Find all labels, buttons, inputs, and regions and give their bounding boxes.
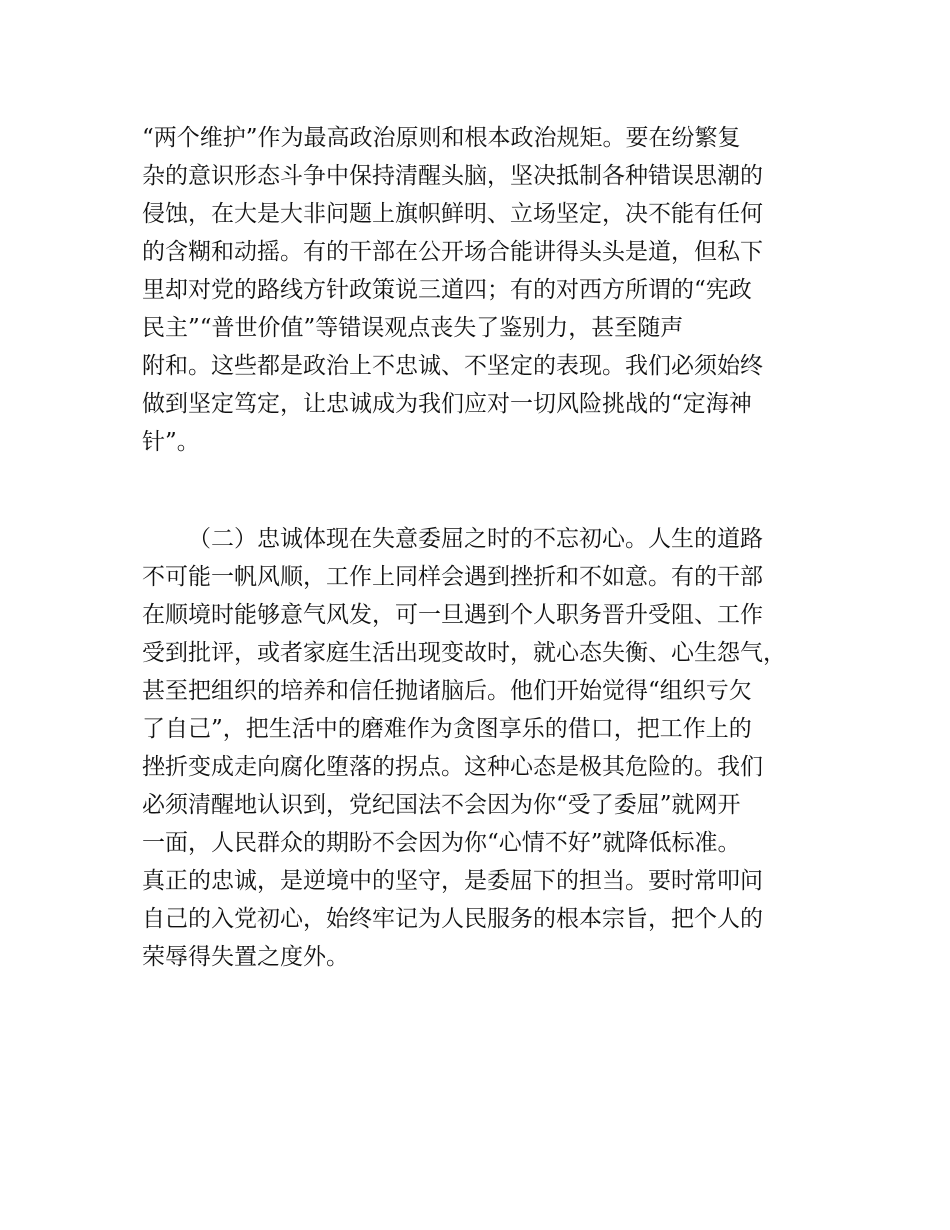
paragraph-line: 自己的入党初心，始终牢记为人民服务的根本宗旨，把个人的 xyxy=(142,906,763,932)
paragraph-line: 附和。这些都是政治上不忠诚、不坚定的表现。我们必须始终 xyxy=(142,353,763,379)
paragraph-line: 民主”“普世价值”等错误观点丧失了鉴别力，甚至随声 xyxy=(142,315,684,341)
paragraph-line: 真正的忠诚，是逆境中的坚守，是委屈下的担当。要时常叩问 xyxy=(142,868,763,894)
paragraph-line: 一面，人民群众的期盼不会因为你“心情不好”就降低标准。 xyxy=(142,830,741,856)
paragraph-line: 必须清醒地认识到，党纪国法不会因为你“受了委屈”就网开 xyxy=(142,792,741,818)
paragraph-line: 不可能一帆风顺，工作上同样会遇到挫折和不如意。有的干部 xyxy=(142,564,763,590)
paragraph-line: 做到坚定笃定，让忠诚成为我们应对一切风险挑战的“定海神 xyxy=(142,391,752,417)
paragraph-line: 里却对党的路线方针政策说三道四；有的对西方所谓的“宪政 xyxy=(142,277,752,303)
paragraph-2 xyxy=(142,520,822,976)
paragraph-heading-line: （二）忠诚体现在失意委屈之时的不忘初心。人生的道路 xyxy=(188,526,763,552)
paragraph-line: 挫折变成走向腐化堕落的拐点。这种心态是极其危险的。我们 xyxy=(142,754,763,780)
paragraph-line: 在顺境时能够意气风发，可一旦遇到个人职务晋升受阻、工作 xyxy=(142,602,763,628)
paragraph-line: 受到批评，或者家庭生活出现变故时，就心态失衡、心生怨气， xyxy=(142,640,786,666)
paragraph-line: 侵蚀，在大是大非问题上旗帜鲜明、立场坚定，决不能有任何 xyxy=(142,201,763,227)
paragraph-line: 荣辱得失置之度外。 xyxy=(142,944,349,970)
paragraph-1 xyxy=(142,119,822,461)
paragraph-line: 的含糊和动摇。有的干部在公开场合能讲得头头是道，但私下 xyxy=(142,239,763,265)
paragraph-line: 甚至把组织的培养和信任抛诸脑后。他们开始觉得“组织亏欠 xyxy=(142,678,752,704)
paragraph-line: “两个维护”作为最高政治原则和根本政治规矩。要在纷繁复 xyxy=(142,125,741,151)
paragraph-line: 杂的意识形态斗争中保持清醒头脑，坚决抵制各种错误思潮的 xyxy=(142,163,763,189)
paragraph-line: 了自己”，把生活中的磨难作为贪图享乐的借口，把工作上的 xyxy=(142,716,752,742)
paragraph-line: 针”。 xyxy=(142,429,200,455)
